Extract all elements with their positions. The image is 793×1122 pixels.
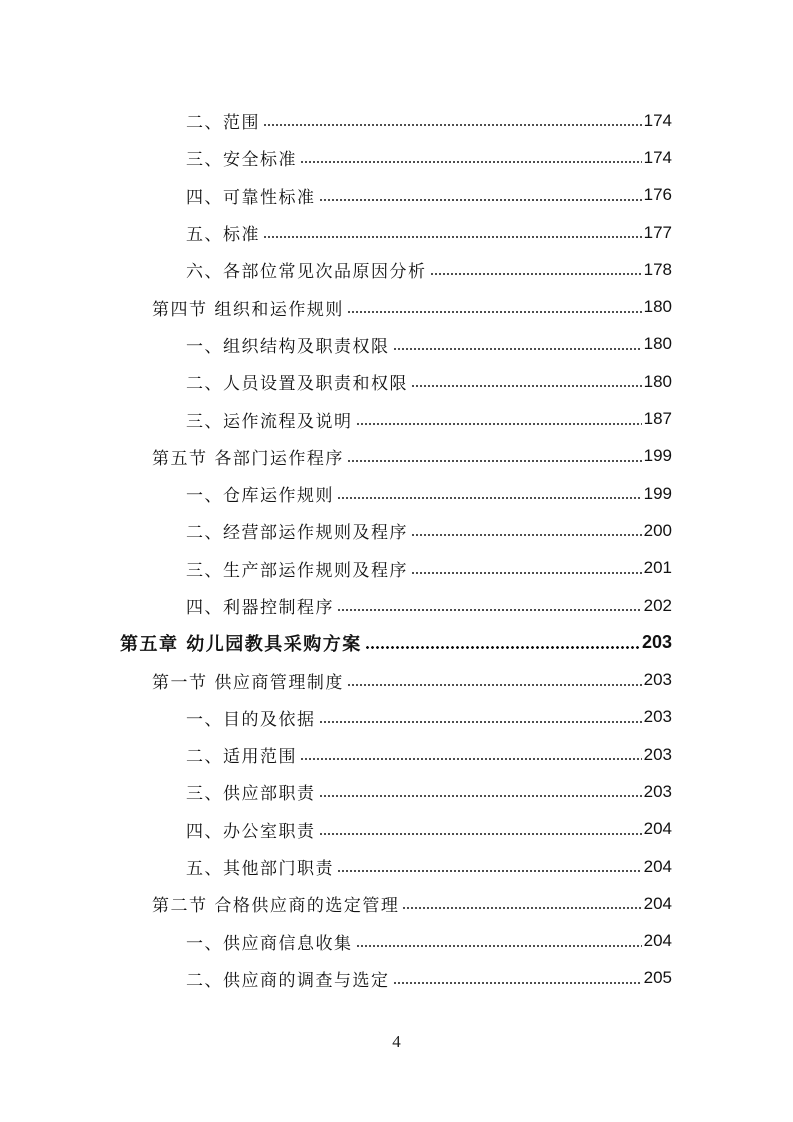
toc-subsection-entry[interactable] bbox=[0, 699, 793, 736]
toc-entry-label: 四、可靠性标准 bbox=[186, 187, 316, 208]
toc-dot-leader bbox=[411, 534, 642, 536]
toc-subsection-entry[interactable] bbox=[0, 960, 793, 997]
toc-dot-leader bbox=[402, 907, 641, 909]
toc-entry-label: 五、标准 bbox=[186, 225, 260, 246]
toc-dot-leader bbox=[411, 572, 642, 574]
toc-entry-label: 第四节 组织和运作规则 bbox=[152, 299, 344, 320]
toc-subsection-entry[interactable] bbox=[0, 251, 793, 288]
toc-entry-label: 三、安全标准 bbox=[186, 150, 297, 171]
toc-entry-page: 204 bbox=[643, 893, 672, 913]
toc-dot-leader bbox=[365, 646, 640, 649]
toc-dot-leader bbox=[393, 348, 642, 350]
toc-entry-label: 六、各部位常见次品原因分析 bbox=[186, 262, 427, 283]
toc-subsection-entry[interactable] bbox=[0, 475, 793, 512]
toc-entry-page: 200 bbox=[643, 520, 672, 540]
toc-entry-label: 第五节 各部门运作程序 bbox=[152, 448, 344, 469]
toc-subsection-entry[interactable] bbox=[0, 512, 793, 549]
toc-dot-leader bbox=[319, 199, 642, 201]
toc-entry-page: 199 bbox=[643, 483, 672, 503]
toc-dot-leader bbox=[347, 311, 642, 313]
table-of-contents bbox=[0, 102, 793, 997]
toc-section-entry[interactable] bbox=[0, 885, 793, 922]
toc-subsection-entry[interactable] bbox=[0, 773, 793, 810]
toc-subsection-entry[interactable] bbox=[0, 811, 793, 848]
toc-dot-leader bbox=[319, 833, 642, 835]
toc-section-entry[interactable] bbox=[0, 438, 793, 475]
toc-dot-leader bbox=[411, 385, 642, 387]
toc-entry-label: 二、适用范围 bbox=[186, 747, 297, 768]
toc-entry-page: 180 bbox=[643, 371, 672, 391]
toc-entry-page: 180 bbox=[643, 334, 672, 354]
toc-section-entry[interactable] bbox=[0, 288, 793, 325]
toc-entry-page: 180 bbox=[643, 297, 672, 317]
toc-dot-leader bbox=[356, 423, 642, 425]
toc-entry-page: 203 bbox=[643, 781, 672, 801]
toc-subsection-entry[interactable] bbox=[0, 587, 793, 624]
toc-entry-label: 四、利器控制程序 bbox=[186, 598, 334, 618]
toc-entry-page: 204 bbox=[643, 856, 672, 876]
toc-entry-page: 178 bbox=[643, 259, 672, 279]
toc-entry-page: 203 bbox=[643, 707, 672, 727]
toc-entry-label: 四、办公室职责 bbox=[186, 821, 316, 842]
toc-entry-page: 203 bbox=[641, 632, 672, 653]
toc-entry-label: 一、目的及依据 bbox=[186, 709, 316, 730]
toc-dot-leader bbox=[337, 609, 642, 611]
toc-entry-label: 三、供应部职责 bbox=[186, 784, 316, 805]
toc-entry-label: 二、供应商的调查与选定 bbox=[186, 970, 390, 991]
toc-entry-page: 199 bbox=[643, 446, 672, 466]
toc-entry-page: 203 bbox=[643, 670, 672, 690]
toc-entry-label: 一、组织结构及职责权限 bbox=[186, 336, 390, 357]
toc-dot-leader bbox=[319, 721, 642, 723]
toc-entry-label: 二、经营部运作规则及程序 bbox=[186, 523, 408, 544]
toc-dot-leader bbox=[319, 795, 642, 797]
toc-subsection-entry[interactable] bbox=[0, 139, 793, 176]
toc-entry-label: 一、供应商信息收集 bbox=[186, 933, 353, 954]
toc-entry-label: 三、运作流程及说明 bbox=[186, 411, 353, 432]
toc-subsection-entry[interactable] bbox=[0, 923, 793, 960]
toc-dot-leader bbox=[430, 273, 642, 275]
toc-dot-leader bbox=[263, 124, 642, 126]
toc-entry-page: 177 bbox=[643, 222, 672, 242]
toc-dot-leader bbox=[300, 758, 642, 760]
page-number: 4 bbox=[392, 1032, 401, 1051]
toc-entry-page: 202 bbox=[643, 595, 672, 615]
toc-subsection-entry[interactable] bbox=[0, 102, 793, 139]
toc-subsection-entry[interactable] bbox=[0, 848, 793, 885]
toc-subsection-entry[interactable] bbox=[0, 363, 793, 400]
toc-entry-page: 201 bbox=[643, 558, 672, 578]
toc-entry-label: 第五章 幼儿园教具采购方案 bbox=[120, 633, 362, 655]
toc-dot-leader bbox=[337, 870, 642, 872]
toc-entry-page: 187 bbox=[643, 409, 672, 429]
toc-entry-page: 205 bbox=[643, 968, 672, 988]
toc-dot-leader bbox=[356, 945, 642, 947]
toc-entry-page: 174 bbox=[643, 110, 672, 130]
toc-subsection-entry[interactable] bbox=[0, 214, 793, 251]
toc-dot-leader bbox=[393, 982, 642, 984]
toc-entry-label: 第一节 供应商管理制度 bbox=[152, 672, 344, 693]
toc-entry-label: 五、其他部门职责 bbox=[186, 859, 334, 880]
toc-entry-page: 204 bbox=[643, 819, 672, 839]
toc-subsection-entry[interactable] bbox=[0, 736, 793, 773]
toc-entry-label: 三、生产部运作规则及程序 bbox=[186, 560, 408, 581]
toc-entry-page: 174 bbox=[643, 147, 672, 167]
toc-subsection-entry[interactable] bbox=[0, 326, 793, 363]
toc-dot-leader bbox=[263, 236, 642, 238]
toc-subsection-entry[interactable] bbox=[0, 177, 793, 214]
toc-dot-leader bbox=[337, 497, 642, 499]
toc-entry-label: 一、仓库运作规则 bbox=[186, 486, 334, 507]
toc-dot-leader bbox=[347, 684, 642, 686]
toc-entry-page: 203 bbox=[643, 744, 672, 764]
toc-entry-label: 二、人员设置及职责和权限 bbox=[186, 374, 408, 395]
toc-dot-leader bbox=[300, 161, 642, 163]
toc-subsection-entry[interactable] bbox=[0, 550, 793, 587]
toc-section-entry[interactable] bbox=[0, 661, 793, 698]
toc-entry-page: 204 bbox=[643, 931, 672, 951]
toc-dot-leader bbox=[347, 460, 642, 462]
toc-subsection-entry[interactable] bbox=[0, 400, 793, 437]
toc-entry-label: 二、范围 bbox=[186, 113, 260, 134]
toc-chapter-entry[interactable] bbox=[0, 624, 793, 661]
toc-entry-page: 176 bbox=[643, 185, 672, 205]
toc-entry-label: 第二节 合格供应商的选定管理 bbox=[152, 896, 400, 917]
